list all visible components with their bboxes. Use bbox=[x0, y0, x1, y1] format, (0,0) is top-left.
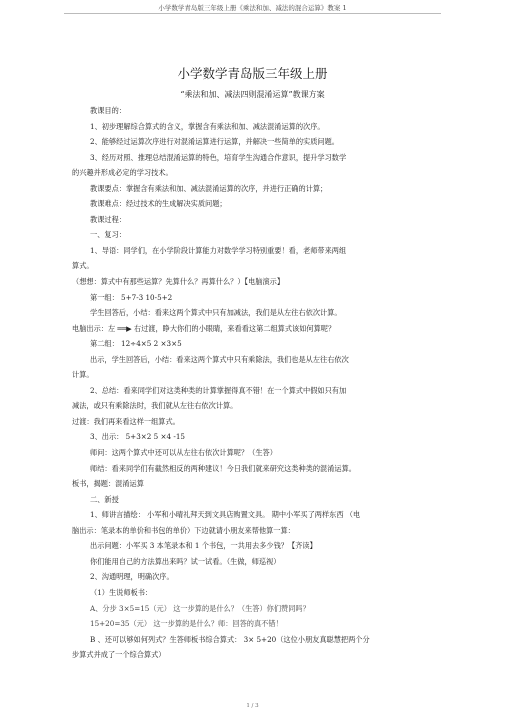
body-line: 出示问题：小军买 3 本笔录本和 1 个书包，一共用去多少钱？【齐读】 bbox=[90, 541, 317, 551]
body-line: 过渡：我们再来看这样一组算式。 bbox=[72, 416, 180, 426]
header-rule bbox=[64, 13, 441, 14]
document-subtitle: “乘法和加、减法四则混淆运算”教课方案 bbox=[180, 90, 325, 99]
body-line: 1、导语：同学们，在小学阶段计算能力对数学学习特别重要！看，老师带来两组 bbox=[90, 245, 347, 255]
body-line: （1）生说师板书： bbox=[90, 587, 153, 597]
document-body bbox=[72, 103, 442, 663]
body-line: 计算。 bbox=[72, 370, 94, 380]
body-line: 板书，揭题：混淆运算 bbox=[72, 479, 144, 489]
body-line: 3、经历对照、推理总结混淆运算的特色，培育学生沟通合作意识，提升学习数学 bbox=[90, 152, 347, 162]
document-title: 小学数学青岛版三年级上册 bbox=[177, 66, 328, 81]
page-header: 小学数学青岛版三年级上册《乘法和加、减法的混合运算》教案 1 bbox=[158, 4, 347, 12]
body-line: 一、复习： bbox=[90, 230, 126, 240]
body-line: 教课目的： bbox=[90, 106, 126, 115]
body-line: 第一组： 5+7-3 10-5+2 bbox=[90, 292, 173, 302]
body-line: 第二组： 12÷4×5 2 ×3×5 bbox=[90, 339, 182, 349]
body-line: 师问：这两个算式中还可以从左往右依次计算呢？（生答） bbox=[90, 448, 277, 458]
body-line: B 、还可以够如何列式？生答师板书综合算式： 3× 5+20（这位小朋友真聪慧把两个分 bbox=[90, 634, 370, 644]
body-line: 1、初步理解综合算式的含义，掌握含有乘法和加、减法混淆运算的次序。 bbox=[90, 121, 325, 131]
body-line: 减法，或只有乘除法时，我们就从左往右依次计算。 bbox=[72, 401, 238, 411]
body-line: 出示，学生回答后，小结：看来这两个算式中只有乘除法，我们也是从左往右依次 bbox=[90, 354, 349, 364]
body-line: 2、沟通明理，明确次序。 bbox=[90, 572, 174, 582]
body-line: 算式。 bbox=[72, 261, 94, 271]
body-line: 的兴趣并形成必定的学习技术。 bbox=[72, 168, 173, 178]
body-line: 1、师讲言描绘： 小军和小晴礼拜天到文具店购置文具。 期中小军买了两样东西 （电 bbox=[90, 510, 361, 520]
body-line: A、分步 3×5=15（元） 这一步算的是什么？（生答）你们赞同吗？ bbox=[90, 603, 310, 613]
body-line: 你们能用自己的方法算出来吗？试一试看。（生做，师巡视） bbox=[90, 556, 281, 566]
body-line: 2、能够经过运算次序进行对混淆运算进行运算，并解决一些简单的实质问题。 bbox=[90, 137, 339, 147]
body-line: 2、总结：看来同学们对这类种类的计算掌握得真不错！在一个算式中假如只有加 bbox=[90, 385, 347, 395]
body-line: 学生回答后，小结：看来这两个算式中只有加减法，我们是从左往右依次计算。 bbox=[90, 308, 342, 318]
body-line: 教课要点：掌握含有乘法和加、减法混淆运算的次序，并进行正确的计算； bbox=[90, 183, 328, 193]
body-line: 教课难点：经过技术的生成解决实质问题； bbox=[90, 199, 227, 209]
body-line: （想想：算式中有那些运算？先算什么？再算什么？）【电脑演示】 bbox=[72, 277, 285, 287]
body-line: 二、新授 bbox=[90, 494, 119, 504]
body-line: 脑出示：笔录本的单价和书包的单价）下边就请小朋友来帮他算一算： bbox=[72, 525, 295, 535]
body-line: 15+20=35（元） 这一步算的是什么？师：回答的真不错！ bbox=[90, 619, 283, 629]
page-number: 1 / 3 bbox=[246, 703, 259, 709]
body-line: 教课过程： bbox=[90, 214, 126, 224]
body-line: 师结：看来同学们有截然相反的两种建议！今日我们就来研究这类种类的混淆运算。 bbox=[90, 463, 356, 473]
body-line: 3、出示： 5+3×2 5 ×4 -15 bbox=[90, 432, 185, 442]
body-line: 步算式并成了一个综合算式） bbox=[72, 650, 166, 660]
body-line: 电脑出示：左 ══▶ 右过渡，睁大你们的小眼睛，来看看这第二组算式该如何算呢？ bbox=[72, 323, 336, 333]
